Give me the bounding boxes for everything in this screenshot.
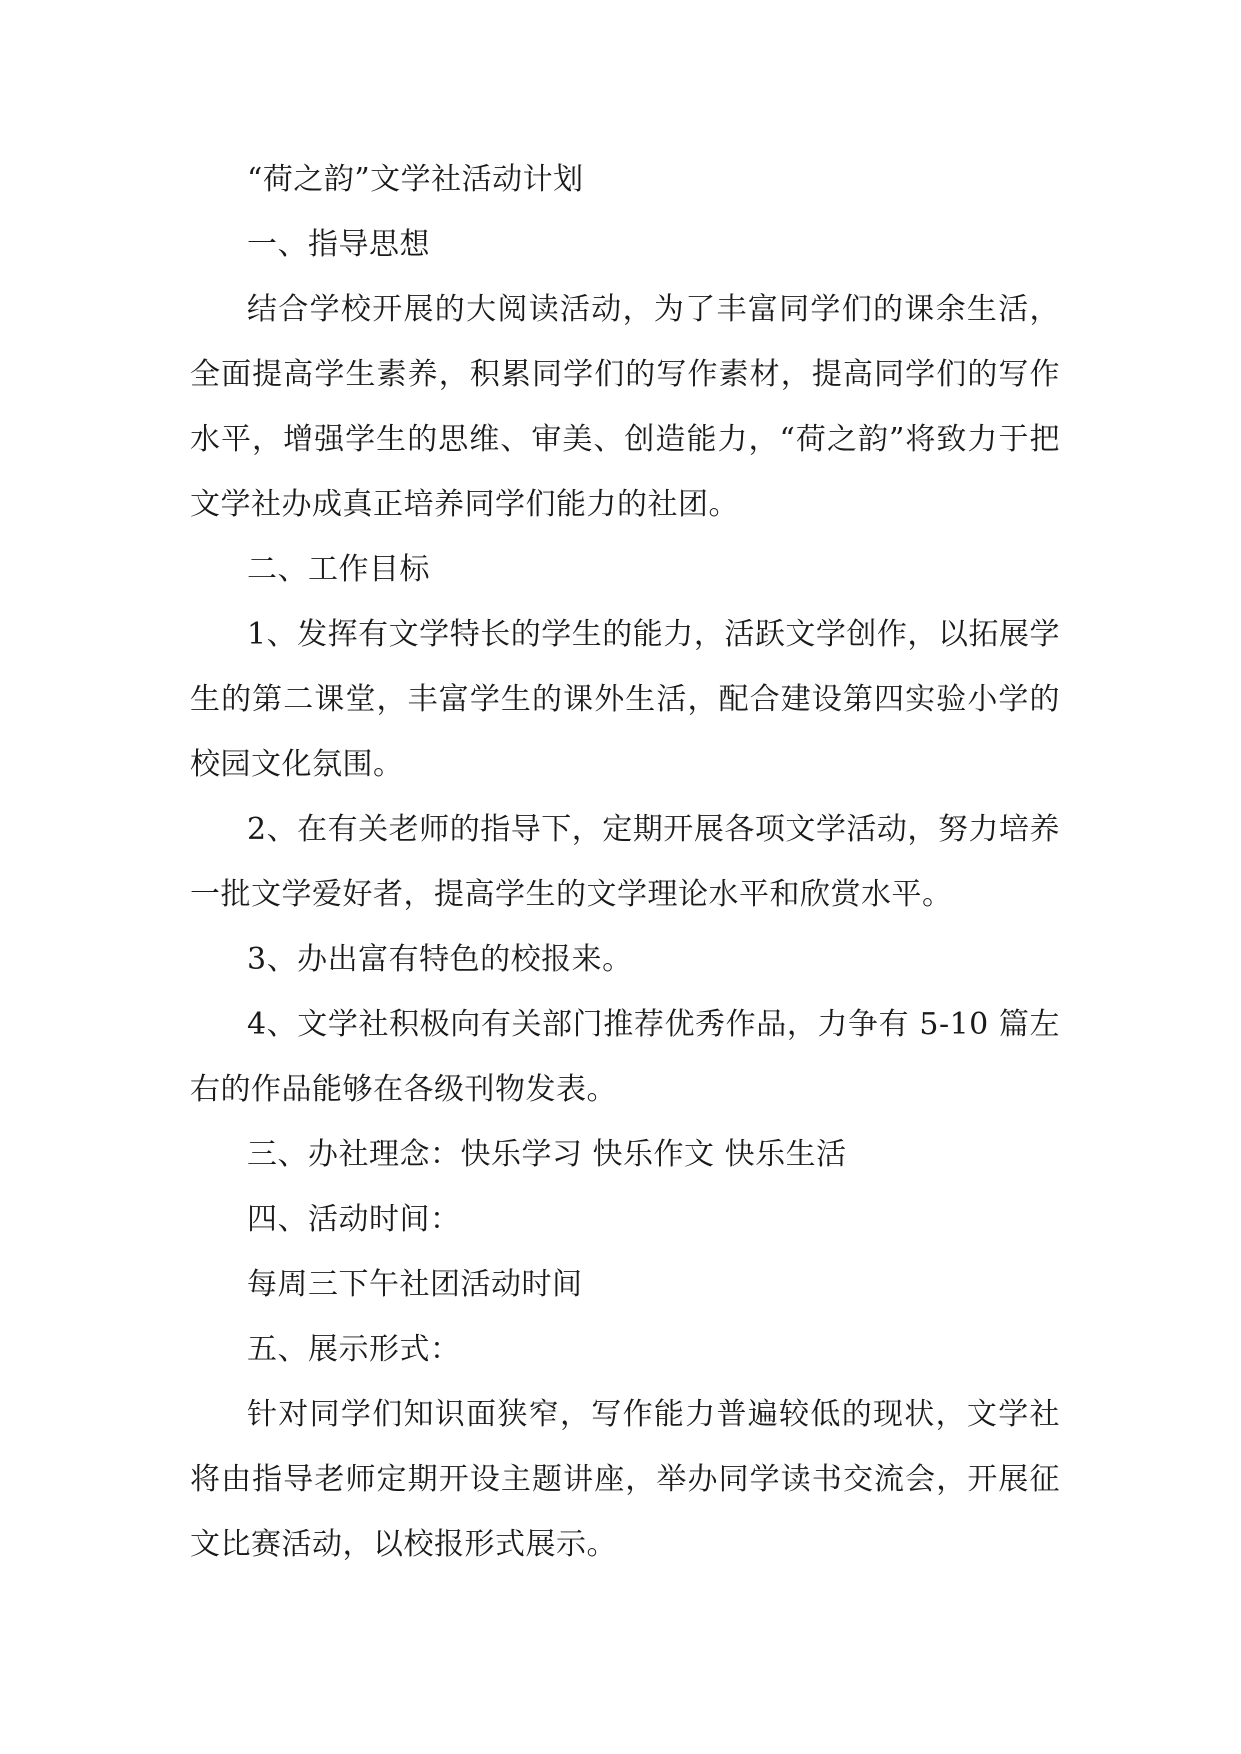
goal-item-3: 3、办出富有特色的校报来。 — [247, 942, 633, 977]
document-body — [190, 147, 1060, 1577]
section-heading-guiding-ideology: 一、指导思想 — [247, 227, 430, 262]
goal-item-2: 2、在有关老师的指导下，定期开展各项文学活动，努力培养一批文学爱好者，提高学生的文学理论水平和欣赏水平。 — [190, 812, 1060, 912]
paragraph-display-form: 针对同学们知识面狭窄，写作能力普遍较低的现状，文学社将由指导老师定期开设主题讲座，举办同学读书交流会，开展征文比赛活动，以校报形式展示。 — [190, 1397, 1060, 1562]
paragraph-guiding-ideology: 结合学校开展的大阅读活动，为了丰富同学们的课余生活，全面提高学生素养，积累同学们的写作素材，提高同学们的写作水平，增强学生的思维、审美、创造能力，“荷之韵”将致力于把文学社办成真正培养同学们能力的社团。 — [190, 292, 1060, 522]
paragraph-activity-time: 每周三下午社团活动时间 — [247, 1267, 583, 1302]
goal-item-1: 1、发挥有文学特长的学生的能力，活跃文学创作，以拓展学生的第二课堂，丰富学生的课外生活，配合建设第四实验小学的校园文化氛围。 — [190, 617, 1060, 782]
document-title: “荷之韵”文学社活动计划 — [247, 162, 584, 197]
section-heading-activity-time: 四、活动时间： — [247, 1202, 461, 1237]
section-heading-philosophy: 三、办社理念：快乐学习 快乐作文 快乐生活 — [247, 1137, 847, 1172]
section-heading-display-form: 五、展示形式： — [247, 1332, 461, 1367]
section-heading-work-goals: 二、工作目标 — [247, 552, 430, 587]
goal-item-4: 4、文学社积极向有关部门推荐优秀作品，力争有 5-10 篇左右的作品能够在各级刊物发表。 — [190, 1007, 1060, 1107]
